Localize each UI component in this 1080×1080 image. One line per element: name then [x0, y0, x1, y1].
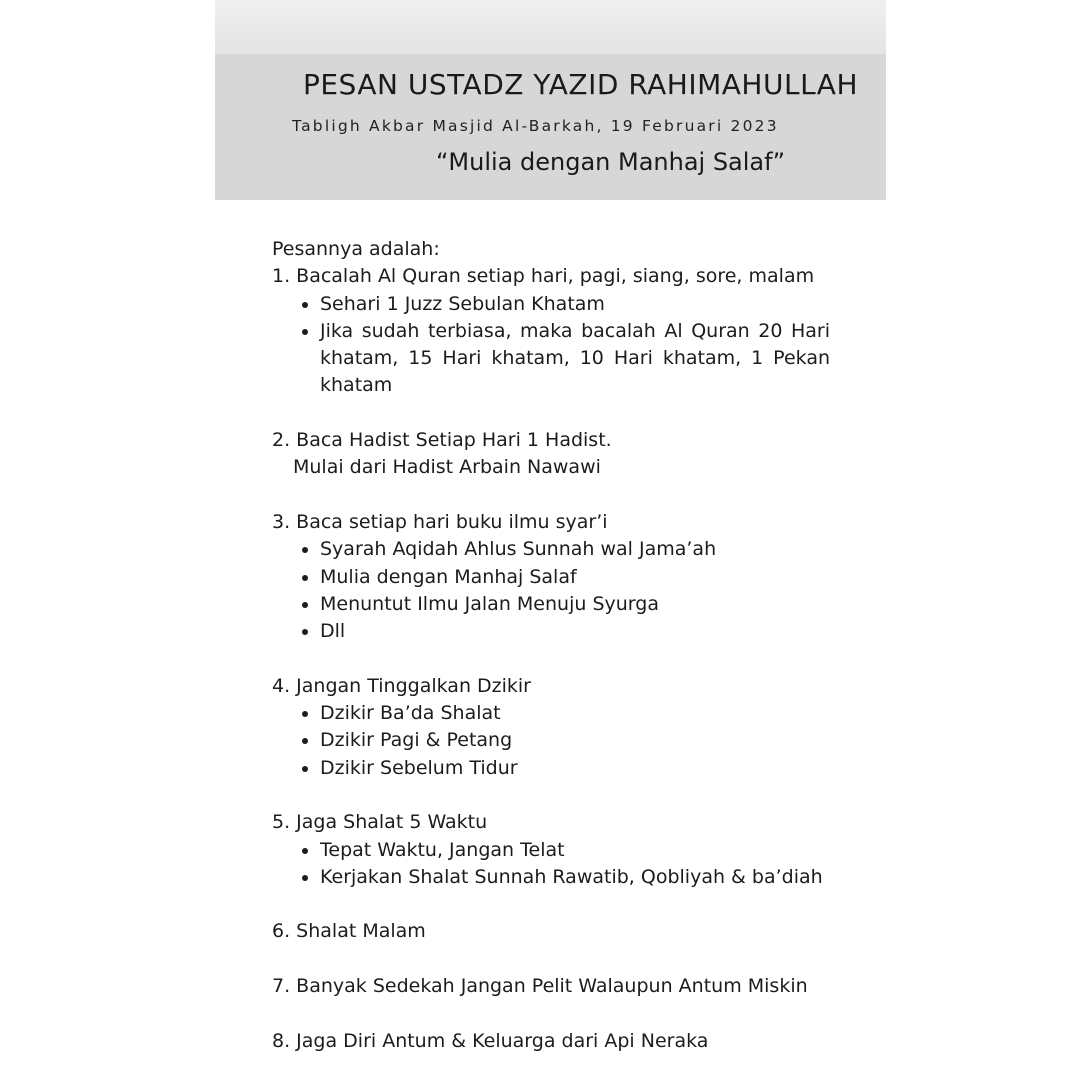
bullet-item: Kerjakan Shalat Sunnah Rawatib, Qobliyah & ba’diah	[300, 864, 832, 891]
bullet-item: Dll	[300, 618, 832, 645]
item-heading: 4. Jangan Tinggalkan Dzikir	[272, 674, 531, 697]
item-heading: 1. Bacalah Al Quran setiap hari, pagi, siang, sore, malam	[272, 265, 815, 288]
header-band	[215, 54, 886, 200]
bullet-item: Jika sudah terbiasa, maka bacalah Al Quran 20 Hari khatam, 15 Hari khatam, 10 Hari khatam, 1 Pekan khatam	[300, 318, 832, 400]
sub-bullets	[272, 536, 832, 645]
list-item-7	[272, 973, 832, 1000]
header-top-strip	[215, 0, 886, 54]
item-heading: 5. Jaga Shalat 5 Waktu	[272, 811, 488, 834]
list-item-8	[272, 1028, 832, 1055]
list-item-6	[272, 918, 832, 945]
bullet-item: Menuntut Ilmu Jalan Menuju Syurga	[300, 591, 832, 618]
list-item-1	[272, 263, 832, 399]
item-heading: 7. Banyak Sedekah Jangan Pelit Walaupun Antum Miskin	[272, 975, 808, 998]
item-continuation: Mulai dari Hadist Arbain Nawawi	[293, 456, 601, 479]
bullet-item: Dzikir Sebelum Tidur	[300, 755, 832, 782]
list-item-5	[272, 809, 832, 891]
page-title: PESAN USTADZ YAZID RAHIMAHULLAH	[302, 68, 859, 101]
list-item-3	[272, 509, 832, 645]
bullet-item: Dzikir Pagi & Petang	[300, 727, 832, 754]
item-heading: 6. Shalat Malam	[272, 920, 426, 943]
item-heading: 3. Baca setiap hari buku ilmu syar’i	[272, 510, 608, 533]
list-item-4	[272, 673, 832, 782]
bullet-item: Tepat Waktu, Jangan Telat	[300, 837, 832, 864]
list-item-2	[272, 427, 832, 482]
event-subtitle: Tabligh Akbar Masjid Al-Barkah, 19 Februari 2023	[292, 117, 779, 135]
item-heading: 2. Baca Hadist Setiap Hari 1 Hadist.	[272, 429, 612, 452]
bullet-item: Dzikir Ba’da Shalat	[300, 700, 832, 727]
sub-bullets	[272, 837, 832, 892]
intro-text: Pesannya adalah:	[272, 238, 440, 260]
item-heading: 8. Jaga Diri Antum & Keluarga dari Api Neraka	[272, 1029, 709, 1052]
bullet-item: Syarah Aqidah Ahlus Sunnah wal Jama’ah	[300, 536, 832, 563]
bullet-item: Sehari 1 Juzz Sebulan Khatam	[300, 291, 832, 318]
sub-bullets	[272, 291, 832, 400]
message-list	[272, 236, 832, 1080]
sub-bullets	[272, 700, 832, 782]
theme-quote: “Mulia dengan Manhaj Salaf”	[435, 148, 786, 176]
bullet-item: Mulia dengan Manhaj Salaf	[300, 564, 832, 591]
